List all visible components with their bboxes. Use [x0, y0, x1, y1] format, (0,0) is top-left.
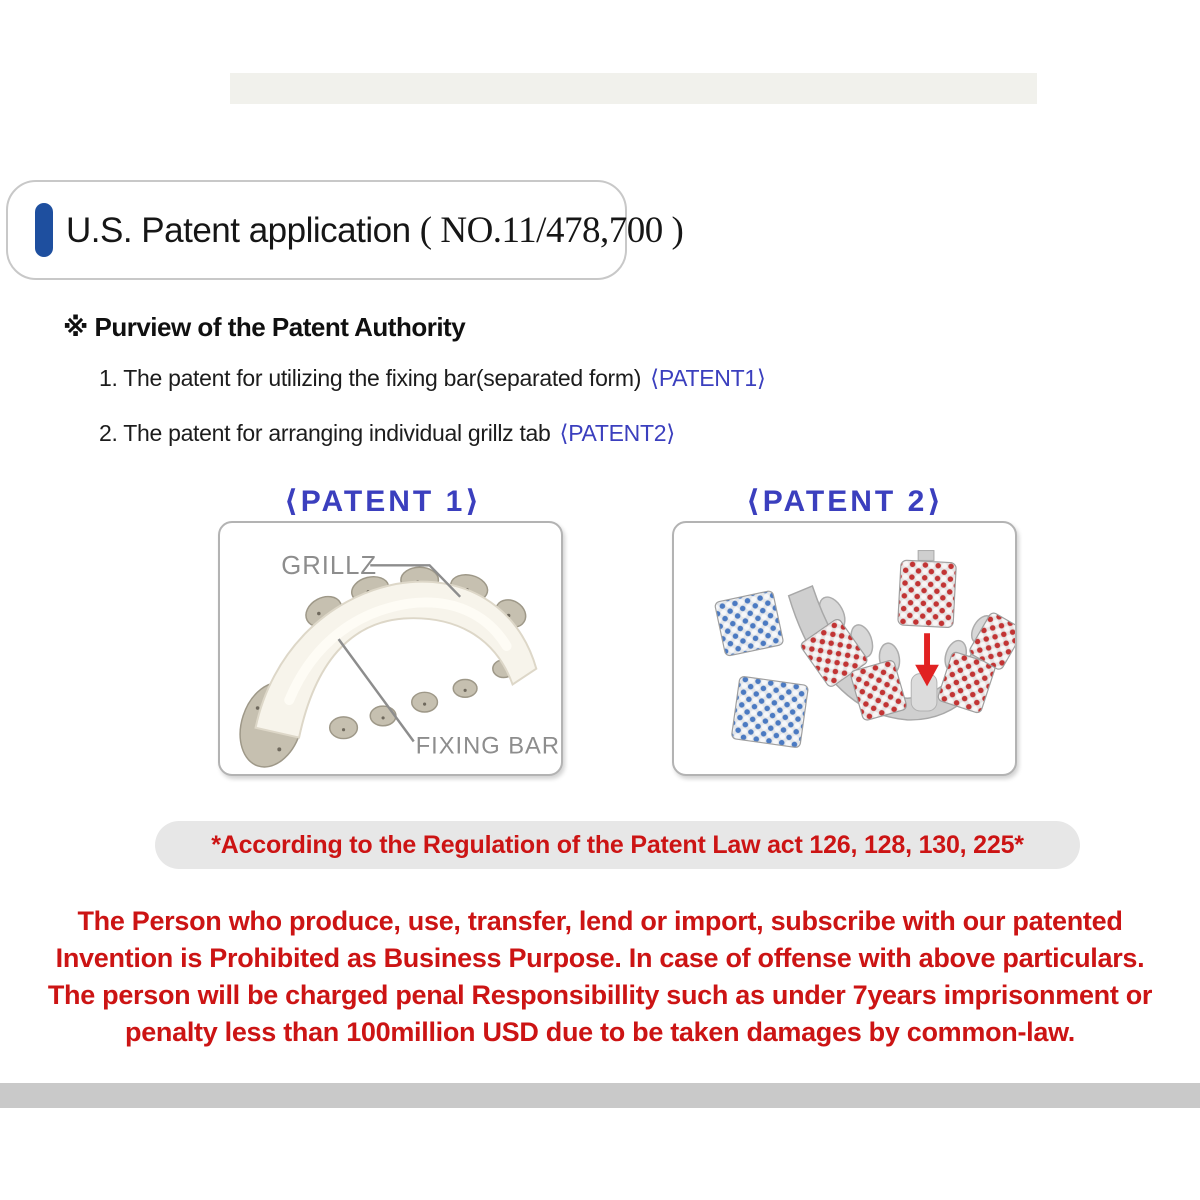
patent1-figure [218, 521, 563, 776]
purview-heading: ※ Purview of the Patent Authority [63, 312, 466, 342]
page-title-number: ( NO.11/478,700 ) [419, 209, 684, 251]
bullet-pill-icon [35, 203, 53, 257]
law-banner [155, 821, 1080, 869]
page-title-main: U.S. Patent application [66, 210, 411, 250]
patent1-illustration [220, 523, 561, 774]
red-grillz-tab [898, 560, 957, 628]
warning-line-4: penalty less than 100million USD due to be taken damages by common-law. [125, 1017, 1075, 1047]
warning-paragraph [0, 903, 1200, 1051]
bottom-bar [0, 1083, 1200, 1108]
purview-item-2 [99, 420, 675, 447]
patent2-figure-label: ⟨PATENT 2⟩ [746, 485, 944, 518]
patent1-figure-label: ⟨PATENT 1⟩ [284, 485, 482, 518]
grillz-annotation-label: GRILLZ [281, 552, 378, 581]
patent1-link[interactable]: ⟨PATENT1⟩ [650, 365, 766, 391]
fixing-bar-annotation-label: FIXING BAR [415, 733, 560, 760]
purview-item-1 [99, 365, 766, 392]
blue-grillz-tab-1 [714, 590, 784, 656]
red-tab-hanger [918, 551, 934, 561]
patent-application-header [6, 180, 684, 280]
patent2-link[interactable]: ⟨PATENT2⟩ [559, 420, 675, 446]
warning-line-3: The person will be charged penal Responsibillity such as under 7years imprisonment or [47, 980, 1153, 1010]
purview-item-2-text: 2. The patent for arranging individual grillz tab [99, 420, 551, 446]
page-title [66, 209, 683, 252]
patent2-figure [672, 521, 1017, 776]
top-strip [230, 73, 1037, 104]
blue-grillz-tab-2 [731, 676, 808, 748]
warning-line-2: Invention is Prohibited as Business Purpose. In case of offense with above particulars. [55, 943, 1145, 973]
warning-line-1: The Person who produce, use, transfer, lend or import, subscribe with our patented [77, 906, 1123, 936]
purview-item-1-text: 1. The patent for utilizing the fixing bar(separated form) [99, 365, 642, 391]
law-banner-text: *According to the Regulation of the Patent Law act 126, 128, 130, 225* [211, 830, 1024, 859]
patent2-illustration [674, 523, 1015, 774]
